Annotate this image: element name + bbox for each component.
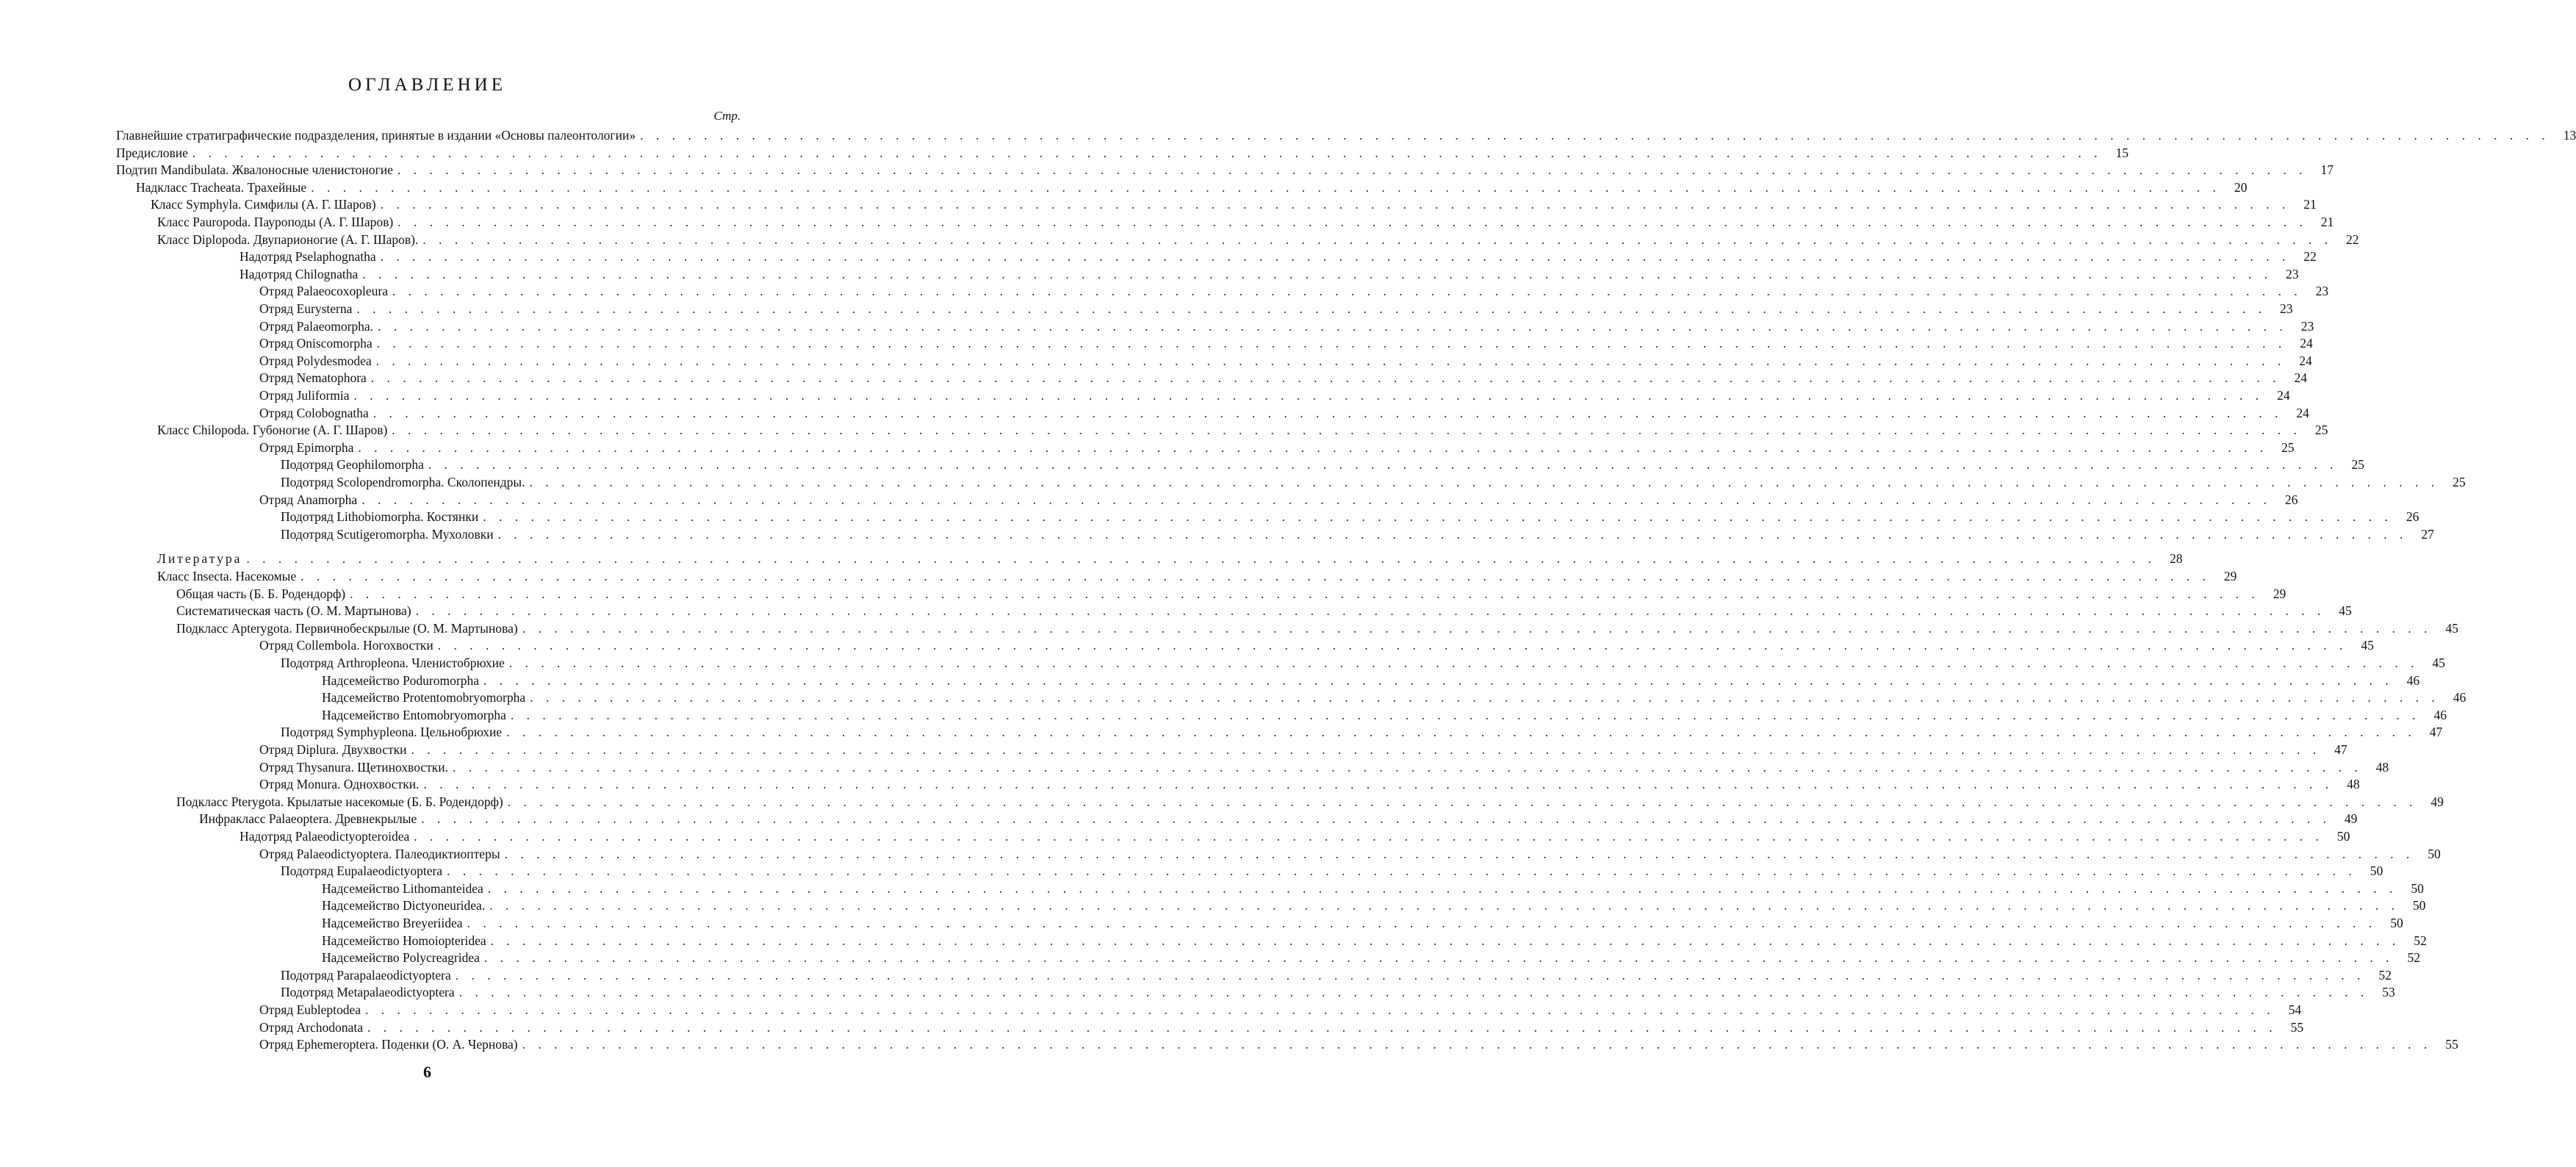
toc-entry-page: 26 — [2284, 492, 2298, 507]
toc-entry-title: Инфракласс Palaeoptera. Древнекрылые — [199, 811, 417, 827]
toc-entry-page: 25 — [2351, 457, 2364, 473]
toc-entry — [259, 334, 2313, 352]
toc-entry-page: 15 — [2115, 145, 2129, 160]
toc-entry-title: Надсемейство Breyeriidea — [322, 916, 463, 930]
toc-leader-dots: . . . . . . . . . . . . . . . . . . . . . . . . . . . . . . . . . . . . . . . . . . . . . . . . . . . . . . . . . . . . . . . . . . . . . . . . . . . . . . . . . . . . . . . . . . . . . . . . . . . . . . . . . . . . . . . . . . . . . . . . — [489, 898, 2400, 913]
toc-entry-page: 22 — [2345, 231, 2359, 247]
toc-entry-page: 50 — [2411, 880, 2424, 896]
toc-entry — [281, 983, 2395, 1001]
toc-entry-page: 23 — [2315, 284, 2329, 299]
toc-entry — [176, 620, 2458, 637]
toc-leader-dots: . . . . . . . . . . . . . . . . . . . . . . . . . . . . . . . . . . . . . . . . . . . . . . . . . . . . . . . . . . . . . . . . . . . . . . . . . . . . . . . . . . . . . . . . . . . . . . . . . . . . . . . . . . . . . . . . . . . . . . . . — [483, 672, 2394, 688]
toc-entry-page: 46 — [2406, 672, 2420, 688]
toc-entry-page: 50 — [2428, 846, 2441, 861]
toc-leader-dots: . . . . . . . . . . . . . . . . . . . . . . . . . . . . . . . . . . . . . . . . . . . . . . . . . . . . . . . . . . . . . . . . . . . . . . . . . . . . . . . . . . . . . . . . . . . . . . . . . . . . . . . . . . . . . . . . . . . . . . . . — [392, 423, 2302, 438]
toc-entry-page: 52 — [2378, 967, 2392, 983]
toc-leader-dots: . . . . . . . . . . . . . . . . . . . . . . . . . . . . . . . . . . . . . . . . . . . . . . . . . . . . . . . . . . . . . . . . . . . . . . . . . . . . . . . . . . . . . . . . . . . . . . . . . . . . . . . . . . . . . . . . . . . . . . . . — [497, 526, 2408, 542]
toc-entry — [259, 1035, 2458, 1053]
toc-leader-dots: . . . . . . . . . . . . . . . . . . . . . . . . . . . . . . . . . . . . . . . . . . . . . . . . . . . . . . . . . . . . . . . . . . . . . . . . . . . . . . . . . . . . . . . . . . . . . . . . . . . . . . . . . . . . . . . . . . . . . . . . — [367, 1019, 2278, 1035]
toc-entry-title: Главнейшие стратиграфические подразделения, принятые в издании «Основы палеонтологии» — [116, 128, 636, 143]
page-column-label: Стр. — [713, 109, 741, 123]
toc-leader-dots: . . . . . . . . . . . . . . . . . . . . . . . . . . . . . . . . . . . . . . . . . . . . . . . . . . . . . . . . . . . . . . . . . . . . . . . . . . . . . . . . . . . . . . . . . . . . . . . . . . . . . . . . . . . . . . . . . . . . . . . . — [353, 388, 2264, 403]
toc-entry — [240, 827, 2350, 845]
toc-entry-title: Подотряд Parapalaeodictyoptera — [281, 967, 451, 983]
toc-entry-page: 25 — [2314, 423, 2328, 438]
toc-entry-title: Отряд Collembola. Ногохвостки — [259, 638, 433, 653]
toc-leader-dots: . . . . . . . . . . . . . . . . . . . . . . . . . . . . . . . . . . . . . . . . . . . . . . . . . . . . . . . . . . . . . . . . . . . . . . . . . . . . . . . . . . . . . . . . . . . . . . . . . . . . . . . . . . . . . . . . . . . . . . . . — [365, 1002, 2275, 1017]
toc-leader-dots: . . . . . . . . . . . . . . . . . . . . . . . . . . . . . . . . . . . . . . . . . . . . . . . . . . . . . . . . . . . . . . . . . . . . . . . . . . . . . . . . . . . . . . . . . . . . . . . . . . . . . . . . . . . . . . . . . . . . . . . . — [361, 492, 2272, 507]
toc-entry — [281, 862, 2383, 880]
toc-entry-title: Отряд Diplura. Двухвостки — [259, 742, 407, 757]
toc-leader-dots: . . . . . . . . . . . . . . . . . . . . . . . . . . . . . . . . . . . . . . . . . . . . . . . . . . . . . . . . . . . . . . . . . . . . . . . . . . . . . . . . . . . . . . . . . . . . . . . . . . . . . . . . . . . . . . . . . . . . . . . . — [458, 985, 2369, 1000]
toc-entry-title: Отряд Archodonata — [259, 1019, 363, 1035]
toc-leader-dots: . . . . . . . . . . . . . . . . . . . . . . . . . . . . . . . . . . . . . . . . . . . . . . . . . . . . . . . . . . . . . . . . . . . . . . . . . . . . . . . . . . . . . . . . . . . . . . . . . . . . . . . . . . . . . . . . . . . . . . . . — [397, 162, 2307, 178]
toc-leader-dots: . . . . . . . . . . . . . . . . . . . . . . . . . . . . . . . . . . . . . . . . . . . . . . . . . . . . . . . . . . . . . . . . . . . . . . . . . . . . . . . . . . . . . . . . . . . . . . . . . . . . . . . . . . . . . . . . . . . . . . . . — [490, 933, 2400, 948]
toc-leader-dots: . . . . . . . . . . . . . . . . . . . . . . . . . . . . . . . . . . . . . . . . . . . . . . . . . . . . . . . . . . . . . . . . . . . . . . . . . . . . . . . . . . . . . . . . . . . . . . . . . . . . . . . . . . . . . . . . . . . . . . . . — [380, 197, 2290, 212]
toc-entry — [259, 387, 2290, 404]
toc-entry-page: 50 — [2370, 863, 2383, 879]
toc-entry-title: Отряд Colobognatha — [259, 405, 369, 420]
toc-entry-page: 55 — [2290, 1019, 2304, 1035]
toc-leader-dots: . . . . . . . . . . . . . . . . . . . . . . . . . . . . . . . . . . . . . . . . . . . . . . . . . . . . . . . . . . . . . . . . . . . . . . . . . . . . . . . . . . . . . . . . . . . . . . . . . . . . . . . . . . . . . . . . . . . . . . . . — [350, 586, 2260, 601]
toc-entry — [176, 602, 2352, 620]
toc-leader-dots: . . . . . . . . . . . . . . . . . . . . . . . . . . . . . . . . . . . . . . . . . . . . . . . . . . . . . . . . . . . . . . . . . . . . . . . . . . . . . . . . . . . . . . . . . . . . . . . . . . . . . . . . . . . . . . . . . . . . . . . . — [378, 318, 2288, 334]
toc-entry-title: Надотряд Palaeodictyopteroidea — [240, 829, 410, 844]
toc-leader-dots: . . . . . . . . . . . . . . . . . . . . . . . . . . . . . . . . . . . . . . . . . . . . . . . . . . . . . . . . . . . . . . . . . . . . . . . . . . . . . . . . . . . . . . . . . . . . . . . . . . . . . . . . . . . . . . . . . . . . . . . . — [428, 457, 2338, 473]
toc-leader-dots: . . . . . . . . . . . . . . . . . . . . . . . . . . . . . . . . . . . . . . . . . . . . . . . . . . . . . . . . . . . . . . . . . . . . . . . . . . . . . . . . . . . . . . . . . . . . . . . . . . . . . . . . . . . . . . . . . . . . . . . . — [370, 370, 2281, 386]
toc-entry-title: Общая часть (Б. Б. Родендорф) — [176, 586, 346, 601]
toc-leader-dots: . . . . . . . . . . . . . . . . . . . . . . . . . . . . . . . . . . . . . . . . . . . . . . . . . . . . . . . . . . . . . . . . . . . . . . . . . . . . . . . . . . . . . . . . . . . . . . . . . . . . . . . . . . . . . . . . . . . . . . . . — [508, 656, 2419, 670]
toc-entry-title: Отряд Monura. Однохвостки. — [259, 777, 420, 792]
toc-entry-title: Подтип Mandibulata. Жвалоносные членистоногие — [116, 162, 393, 178]
toc-entry-page: 45 — [2339, 603, 2352, 619]
toc-entry-page: 46 — [2453, 690, 2467, 705]
toc-entry-title: Подотряд Lithobiomorpha. Костянки — [281, 509, 479, 525]
toc-entry — [176, 585, 2287, 603]
toc-entry-page: 52 — [2414, 933, 2427, 948]
toc-leader-dots: . . . . . . . . . . . . . . . . . . . . . . . . . . . . . . . . . . . . . . . . . . . . . . . . . . . . . . . . . . . . . . . . . . . . . . . . . . . . . . . . . . . . . . . . . . . . . . . . . . . . . . . . . . . . . . . . . . . . . . . . — [411, 742, 2321, 757]
toc-entry-page: 24 — [2296, 405, 2309, 420]
toc-leader-dots: . . . . . . . . . . . . . . . . . . . . . . . . . . . . . . . . . . . . . . . . . . . . . . . . . . . . . . . . . . . . . . . . . . . . . . . . . . . . . . . . . . . . . . . . . . . . . . . . . . . . . . . . . . . . . . . . . . . . . . . . — [453, 759, 2363, 775]
toc-leader-dots: . . . . . . . . . . . . . . . . . . . . . . . . . . . . . . . . . . . . . . . . . . . . . . . . . . . . . . . . . . . . . . . . . . . . . . . . . . . . . . . . . . . . . . . . . . . . . . . . . . . . . . . . . . . . . . . . . . . . . . . . — [487, 880, 2397, 896]
toc-entry — [157, 550, 2183, 567]
toc-entry — [281, 525, 2434, 543]
toc-entry-page: 50 — [2336, 829, 2350, 844]
toc-leader-dots: . . . . . . . . . . . . . . . . . . . . . . . . . . . . . . . . . . . . . . . . . . . . . . . . . . . . . . . . . . . . . . . . . . . . . . . . . . . . . . . . . . . . . . . . . . . . . . . . . . . . . . . . . . . . . . . . . . . . . . . . — [311, 179, 2221, 195]
toc-entry-title: Надсемейство Entomobryomorpha — [322, 707, 506, 722]
toc-entry — [136, 179, 2248, 196]
toc-entry — [151, 195, 2317, 213]
toc-entry-page: 24 — [2300, 336, 2313, 351]
toc-entry-page: 28 — [2170, 551, 2183, 567]
toc-entry-page: 50 — [2412, 898, 2426, 913]
toc-entry-page: 53 — [2382, 985, 2395, 1000]
toc-entry-title: Класс Chilopoda. Губоногие (А. Г. Шаров) — [157, 423, 388, 438]
toc-entry — [259, 282, 2329, 300]
toc-entry-title: Надсемейство Lithomanteidea — [322, 880, 483, 896]
toc-leader-dots: . . . . . . . . . . . . . . . . . . . . . . . . . . . . . . . . . . . . . . . . . . . . . . . . . . . . . . . . . . . . . . . . . . . . . . . . . . . . . . . . . . . . . . . . . . . . . . . . . . . . . . . . . . . . . . . . . . . . . . . . — [437, 638, 2347, 653]
toc-entry-title: Отряд Oniscomorpha — [259, 336, 373, 351]
page-title: ОГЛАВЛЕНИЕ — [348, 75, 506, 95]
toc-entry-title: Класс Insecta. Насекомые — [157, 569, 297, 584]
toc-leader-dots: . . . . . . . . . . . . . . . . . . . . . . . . . . . . . . . . . . . . . . . . . . . . . . . . . . . . . . . . . . . . . . . . . . . . . . . . . . . . . . . . . . . . . . . . . . . . . . . . . . . . . . . . . . . . . . . . . . . . . . . . — [522, 1037, 2432, 1052]
toc-leader-dots: . . . . . . . . . . . . . . . . . . . . . . . . . . . . . . . . . . . . . . . . . . . . . . . . . . . . . . . . . . . . . . . . . . . . . . . . . . . . . . . . . . . . . . . . . . . . . . . . . . . . . . . . . . . . . . . . . . . . . . . . — [483, 950, 2395, 966]
toc-leader-dots: . . . . . . . . . . . . . . . . . . . . . . . . . . . . . . . . . . . . . . . . . . . . . . . . . . . . . . . . . . . . . . . . . . . . . . . . . . . . . . . . . . . . . . . . . . . . . . . . . . . . . . . . . . . . . . . . . . . . . . . . — [362, 266, 2273, 281]
toc-entry-title: Отряд Palaeocoxopleura — [259, 284, 388, 299]
toc-entry-title: Отряд Polydesmodea — [259, 353, 372, 368]
toc-entry — [259, 317, 2314, 335]
toc-leader-dots: . . . . . . . . . . . . . . . . . . . . . . . . . . . . . . . . . . . . . . . . . . . . . . . . . . . . . . . . . . . . . . . . . . . . . . . . . . . . . . . . . . . . . . . . . . . . . . . . . . . . . . . . . . . . . . . . . . . . . . . . — [421, 811, 2331, 827]
toc-entry-title: Отряд Ephemeroptera. Поденки (О. А. Чернова) — [259, 1037, 518, 1052]
toc-leader-dots: . . . . . . . . . . . . . . . . . . . . . . . . . . . . . . . . . . . . . . . . . . . . . . . . . . . . . . . . . . . . . . . . . . . . . . . . . . . . . . . . . . . . . . . . . . . . . . . . . . . . . . . . . . . . . . . . . . . . . . . . — [504, 846, 2414, 861]
toc-entry-title: Надотряд Chilognatha — [240, 266, 359, 281]
toc-entry — [259, 758, 2389, 776]
toc-leader-dots: . . . . . . . . . . . . . . . . . . . . . . . . . . . . . . . . . . . . . . . . . . . . . . . . . . . . . . . . . . . . . . . . . . . . . . . . . . . . . . . . . . . . . . . . . . . . . . . . . . . . . . . . . . . . . . . . . . . . . . . . — [392, 284, 2303, 299]
toc-entry — [157, 567, 2237, 585]
toc-entry-page: 47 — [2334, 742, 2347, 757]
toc-entry-title: Отряд Epimorpha — [259, 439, 354, 455]
toc-entry-page: 49 — [2344, 811, 2358, 827]
toc-leader-dots: . . . . . . . . . . . . . . . . . . . . . . . . . . . . . . . . . . . . . . . . . . . . . . . . . . . . . . . . . . . . . . . . . . . . . . . . . . . . . . . . . . . . . . . . . . . . . . . . . . . . . . . . . . . . . . . . . . . . . . . . — [447, 863, 2357, 879]
toc-leader-dots: . . . . . . . . . . . . . . . . . . . . . . . . . . . . . . . . . . . . . . . . . . . . . . . . . . . . . . . . . . . . . . . . . . . . . . . . . . . . . . . . . . . . . . . . . . . . . . . . . . . . . . . . . . . . . . . . . . . . . . . . — [415, 603, 2325, 619]
toc-leader-dots: . . . . . . . . . . . . . . . . . . . . . . . . . . . . . . . . . . . . . . . . . . . . . . . . . . . . . . . . . . . . . . . . . . . . . . . . . . . . . . . . . . . . . . . . . . . . . . . . . . . . . . . . . . . . . . . . . . . . . . . . — [529, 475, 2439, 489]
toc-entry — [281, 473, 2466, 491]
toc-entry — [259, 775, 2360, 793]
toc-entry-title: Отряд Palaeomorpha. — [259, 318, 374, 334]
toc-leader-dots: . . . . . . . . . . . . . . . . . . . . . . . . . . . . . . . . . . . . . . . . . . . . . . . . . . . . . . . . . . . . . . . . . . . . . . . . . . . . . . . . . . . . . . . . . . . . . . . . . . . . . . . . . . . . . . . . . . . . . . . . — [522, 620, 2432, 636]
toc-entry — [259, 300, 2293, 317]
toc-entry-page: 54 — [2288, 1002, 2302, 1017]
toc-entry-title: Надотряд Pselaphognatha — [240, 249, 376, 265]
toc-entry-title: Предисловие — [116, 145, 188, 160]
toc-entry-page: 25 — [2453, 475, 2466, 489]
toc-leader-dots: . . . . . . . . . . . . . . . . . . . . . . . . . . . . . . . . . . . . . . . . . . . . . . . . . . . . . . . . . . . . . . . . . . . . . . . . . . . . . . . . . . . . . . . . . . . . . . . . . . . . . . . . . . . . . . . . . . . . . . . . — [455, 967, 2365, 983]
toc-leader-dots: . . . . . . . . . . . . . . . . . . . . . . . . . . . . . . . . . . . . . . . . . . . . . . . . . . . . . . . . . . . . . . . . . . . . . . . . . . . . . . . . . . . . . . . . . . . . . . . . . . . . . . . . . . . . . . . . . . . . . . . . — [358, 439, 2268, 455]
toc-entry-page: 24 — [2299, 353, 2312, 368]
toc-entry-page: 23 — [2300, 318, 2314, 334]
toc-entry-title: Отряд Thysanura. Щетинохвостки. — [259, 759, 449, 775]
toc-entry — [259, 439, 2295, 456]
toc-leader-dots: . . . . . . . . . . . . . . . . . . . . . . . . . . . . . . . . . . . . . . . . . . . . . . . . . . . . . . . . . . . . . . . . . . . . . . . . . . . . . . . . . . . . . . . . . . . . . . . . . . . . . . . . . . . . . . . . . . . . . . . . — [640, 128, 2550, 143]
toc-entry — [259, 741, 2347, 758]
toc-entry-page: 45 — [2445, 620, 2458, 636]
toc-leader-dots: . . . . . . . . . . . . . . . . . . . . . . . . . . . . . . . . . . . . . . . . . . . . . . . . . . . . . . . . . . . . . . . . . . . . . . . . . . . . . . . . . . . . . . . . . . . . . . . . . . . . . . . . . . . . . . . . . . . . . . . . — [356, 301, 2267, 316]
toc-leader-dots: . . . . . . . . . . . . . . . . . . . . . . . . . . . . . . . . . . . . . . . . . . . . . . . . . . . . . . . . . . . . . . . . . . . . . . . . . . . . . . . . . . . . . . . . . . . . . . . . . . . . . . . . . . . . . . . . . . . . . . . . — [423, 777, 2334, 792]
toc-leader-dots: . . . . . . . . . . . . . . . . . . . . . . . . . . . . . . . . . . . . . . . . . . . . . . . . . . . . . . . . . . . . . . . . . . . . . . . . . . . . . . . . . . . . . . . . . . . . . . . . . . . . . . . . . . . . . . . . . . . . . . . . — [506, 725, 2417, 740]
toc-entry — [322, 706, 2447, 724]
toc-entry-title: Надкласс Tracheata. Трахейные — [136, 179, 307, 195]
toc-leader-dots: . . . . . . . . . . . . . . . . . . . . . . . . . . . . . . . . . . . . . . . . . . . . . . . . . . . . . . . . . . . . . . . . . . . . . . . . . . . . . . . . . . . . . . . . . . . . . . . . . . . . . . . . . . . . . . . . . . . . . . . . — [510, 707, 2421, 722]
toc-entry-page: 29 — [2223, 569, 2237, 584]
toc-entry — [240, 265, 2299, 283]
toc-entry-page: 27 — [2421, 526, 2434, 542]
toc-entry — [259, 404, 2309, 422]
toc-entry — [116, 126, 2576, 144]
toc-entry-page: 24 — [2277, 388, 2290, 403]
toc-entry-page: 50 — [2390, 916, 2403, 930]
toc-entry-title: Класс Symphyla. Симфилы (А. Г. Шаров) — [151, 197, 376, 212]
toc-entry-page: 55 — [2445, 1037, 2458, 1052]
toc-entry-title: Отряд Eurysterna — [259, 301, 353, 316]
toc-entry-page: 29 — [2273, 586, 2287, 601]
toc-entry — [259, 845, 2441, 863]
toc-entry — [322, 672, 2420, 689]
toc-entry — [281, 456, 2364, 473]
toc-entry-title: Подотряд Scutigeromorpha. Мухоловки — [281, 526, 494, 542]
toc-entry — [259, 491, 2298, 509]
toc-entry — [281, 654, 2445, 672]
toc-entry — [157, 231, 2359, 248]
toc-entry-title: Литература — [157, 551, 242, 567]
toc-entry-page: 23 — [2285, 266, 2299, 281]
toc-leader-dots: . . . . . . . . . . . . . . . . . . . . . . . . . . . . . . . . . . . . . . . . . . . . . . . . . . . . . . . . . . . . . . . . . . . . . . . . . . . . . . . . . . . . . . . . . . . . . . . . . . . . . . . . . . . . . . . . . . . . . . . . — [422, 231, 2333, 247]
toc-entry-title: Подотряд Metapalaeodictyoptera — [281, 985, 455, 1000]
toc-leader-dots: . . . . . . . . . . . . . . . . . . . . . . . . . . . . . . . . . . . . . . . . . . . . . . . . . . . . . . . . . . . . . . . . . . . . . . . . . . . . . . . . . . . . . . . . . . . . . . . . . . . . . . . . . . . . . . . . . . . . . . . . — [397, 215, 2308, 229]
toc-entry — [322, 932, 2427, 949]
toc-leader-dots: . . . . . . . . . . . . . . . . . . . . . . . . . . . . . . . . . . . . . . . . . . . . . . . . . . . . . . . . . . . . . . . . . . . . . . . . . . . . . . . . . . . . . . . . . . . . . . . . . . . . . . . . . . . . . . . . . . . . . . . . — [380, 249, 2290, 265]
toc-entry — [322, 914, 2403, 932]
toc-entry-title: Подотряд Scolopendromorpha. Сколопендры. — [281, 475, 525, 489]
toc-entry-title: Отряд Palaeodictyoptera. Палеодиктиоптеры — [259, 846, 500, 861]
toc-entry — [259, 1001, 2302, 1019]
toc-entry-page: 17 — [2320, 162, 2334, 178]
toc-leader-dots: . . . . . . . . . . . . . . . . . . . . . . . . . . . . . . . . . . . . . . . . . . . . . . . . . . . . . . . . . . . . . . . . . . . . . . . . . . . . . . . . . . . . . . . . . . . . . . . . . . . . . . . . . . . . . . . . . . . . . . . . — [483, 509, 2393, 525]
toc-entry-title: Отряд Nematophora — [259, 370, 367, 386]
toc-leader-dots: . . . . . . . . . . . . . . . . . . . . . . . . . . . . . . . . . . . . . . . . . . . . . . . . . . . . . . . . . . . . . . . . . . . . . . . . . . . . . . . . . . . . . . . . . . . . . . . . . . . . . . . . . . . . . . . . . . . . . . . . — [530, 690, 2440, 705]
toc-entry-page: 23 — [2280, 301, 2293, 316]
toc-entry-page: 13 — [2563, 128, 2576, 143]
toc-entry-title: Отряд Juliformia — [259, 388, 350, 403]
toc-entry-title: Подотряд Symphypleona. Цельнобрюхие — [281, 725, 503, 740]
toc-entry-page: 25 — [2281, 439, 2295, 455]
toc-entry-page: 48 — [2347, 777, 2360, 792]
toc-entry-title: Подотряд Arthropleona. Членистобрюхие — [281, 656, 505, 670]
toc-entry-page: 24 — [2294, 370, 2307, 386]
toc-leader-dots: . . . . . . . . . . . . . . . . . . . . . . . . . . . . . . . . . . . . . . . . . . . . . . . . . . . . . . . . . . . . . . . . . . . . . . . . . . . . . . . . . . . . . . . . . . . . . . . . . . . . . . . . . . . . . . . . . . . . . . . . — [467, 916, 2377, 930]
toc-entry-title: Подотряд Geophilomorpha — [281, 457, 424, 473]
toc-leader-dots: . . . . . . . . . . . . . . . . . . . . . . . . . . . . . . . . . . . . . . . . . . . . . . . . . . . . . . . . . . . . . . . . . . . . . . . . . . . . . . . . . . . . . . . . . . . . . . . . . . . . . . . . . . . . . . . . . . . . . . . . — [373, 405, 2283, 420]
page-number: 6 — [423, 1063, 431, 1081]
toc-entry — [176, 793, 2444, 811]
toc-entry-title: Отряд Eubleptodea — [259, 1002, 361, 1017]
toc-entry-title: Подкласс Apterygota. Первичнобескрылые (О. М. Мартынова) — [176, 620, 518, 636]
toc-entry-title: Систематическая часть (О. М. Мартынова) — [176, 603, 411, 619]
toc-entry-page: 47 — [2429, 725, 2443, 740]
toc-entry-page: 26 — [2406, 509, 2420, 525]
toc-leader-dots: . . . . . . . . . . . . . . . . . . . . . . . . . . . . . . . . . . . . . . . . . . . . . . . . . . . . . . . . . . . . . . . . . . . . . . . . . . . . . . . . . . . . . . . . . . . . . . . . . . . . . . . . . . . . . . . . . . . . . . . . — [192, 145, 2102, 160]
toc-entry-title: Надсемейство Polycreagridea — [322, 950, 480, 966]
toc-entry-page: 21 — [2303, 197, 2317, 212]
toc-entry — [322, 897, 2426, 914]
toc-entry — [281, 966, 2392, 984]
toc-entry — [281, 508, 2420, 525]
toc-entry-title: Подкласс Pterygota. Крылатые насекомые (Б. Б. Родендорф) — [176, 794, 503, 809]
toc-entry-page: 52 — [2407, 950, 2421, 966]
toc-entry-page: 49 — [2431, 794, 2444, 809]
toc-entry-title: Класс Pauropoda. Пауроподы (А. Г. Шаров) — [157, 215, 394, 229]
toc-entry-title: Надсемейство Protentomobryomorpha — [322, 690, 526, 705]
toc-entry — [281, 723, 2443, 741]
toc-entry-title: Класс Diplopoda. Двупарионогие (А. Г. Шаров). — [157, 231, 419, 247]
toc-entry-page: 48 — [2375, 759, 2389, 775]
toc-entry — [116, 161, 2334, 179]
toc-entry-page: 21 — [2320, 215, 2334, 229]
toc-entry — [240, 248, 2317, 265]
toc-entry-title: Надсемейство Dictyoneuridea. — [322, 898, 486, 913]
toc-entry — [259, 369, 2307, 387]
toc-entry — [259, 352, 2312, 370]
toc-entry — [199, 810, 2358, 827]
toc-entry-page: 46 — [2433, 707, 2447, 722]
toc-entry-page: 45 — [2361, 638, 2374, 653]
toc-leader-dots: . . . . . . . . . . . . . . . . . . . . . . . . . . . . . . . . . . . . . . . . . . . . . . . . . . . . . . . . . . . . . . . . . . . . . . . . . . . . . . . . . . . . . . . . . . . . . . . . . . . . . . . . . . . . . . . . . . . . . . . . — [507, 794, 2417, 809]
toc-entry — [322, 880, 2424, 897]
toc-entry — [157, 421, 2328, 439]
toc-entry-title: Надсемейство Homoiopteridea — [322, 933, 486, 948]
toc-entry-page: 22 — [2303, 249, 2317, 265]
toc-entry — [116, 144, 2129, 162]
toc-entry-title: Подотряд Eupalaeodictyoptera — [281, 863, 443, 879]
toc-entry-page: 45 — [2432, 656, 2445, 670]
toc-entry-page: 20 — [2234, 179, 2248, 195]
toc-entry — [157, 213, 2334, 231]
toc-leader-dots: . . . . . . . . . . . . . . . . . . . . . . . . . . . . . . . . . . . . . . . . . . . . . . . . . . . . . . . . . . . . . . . . . . . . . . . . . . . . . . . . . . . . . . . . . . . . . . . . . . . . . . . . . . . . . . . . . . . . . . . . — [414, 829, 2324, 844]
toc-leader-dots: . . . . . . . . . . . . . . . . . . . . . . . . . . . . . . . . . . . . . . . . . . . . . . . . . . . . . . . . . . . . . . . . . . . . . . . . . . . . . . . . . . . . . . . . . . . . . . . . . . . . . . . . . . . . . . . . . . . . . . . . — [301, 569, 2211, 584]
toc-leader-dots: . . . . . . . . . . . . . . . . . . . . . . . . . . . . . . . . . . . . . . . . . . . . . . . . . . . . . . . . . . . . . . . . . . . . . . . . . . . . . . . . . . . . . . . . . . . . . . . . . . . . . . . . . . . . . . . . . . . . . . . . — [375, 353, 2286, 368]
toc-entry — [322, 949, 2421, 966]
toc-leader-dots: . . . . . . . . . . . . . . . . . . . . . . . . . . . . . . . . . . . . . . . . . . . . . . . . . . . . . . . . . . . . . . . . . . . . . . . . . . . . . . . . . . . . . . . . . . . . . . . . . . . . . . . . . . . . . . . . . . . . . . . . — [376, 336, 2287, 351]
toc-entry-title: Отряд Anamorpha — [259, 492, 358, 507]
toc-entry — [322, 689, 2467, 706]
toc-entry — [259, 636, 2374, 654]
toc-leader-dots: . . . . . . . . . . . . . . . . . . . . . . . . . . . . . . . . . . . . . . . . . . . . . . . . . . . . . . . . . . . . . . . . . . . . . . . . . . . . . . . . . . . . . . . . . . . . . . . . . . . . . . . . . . . . . . . . . . . . . . . . — [246, 551, 2156, 567]
toc-entry-title: Надсемейство Poduromorpha — [322, 672, 479, 688]
toc-entry — [259, 1019, 2304, 1036]
